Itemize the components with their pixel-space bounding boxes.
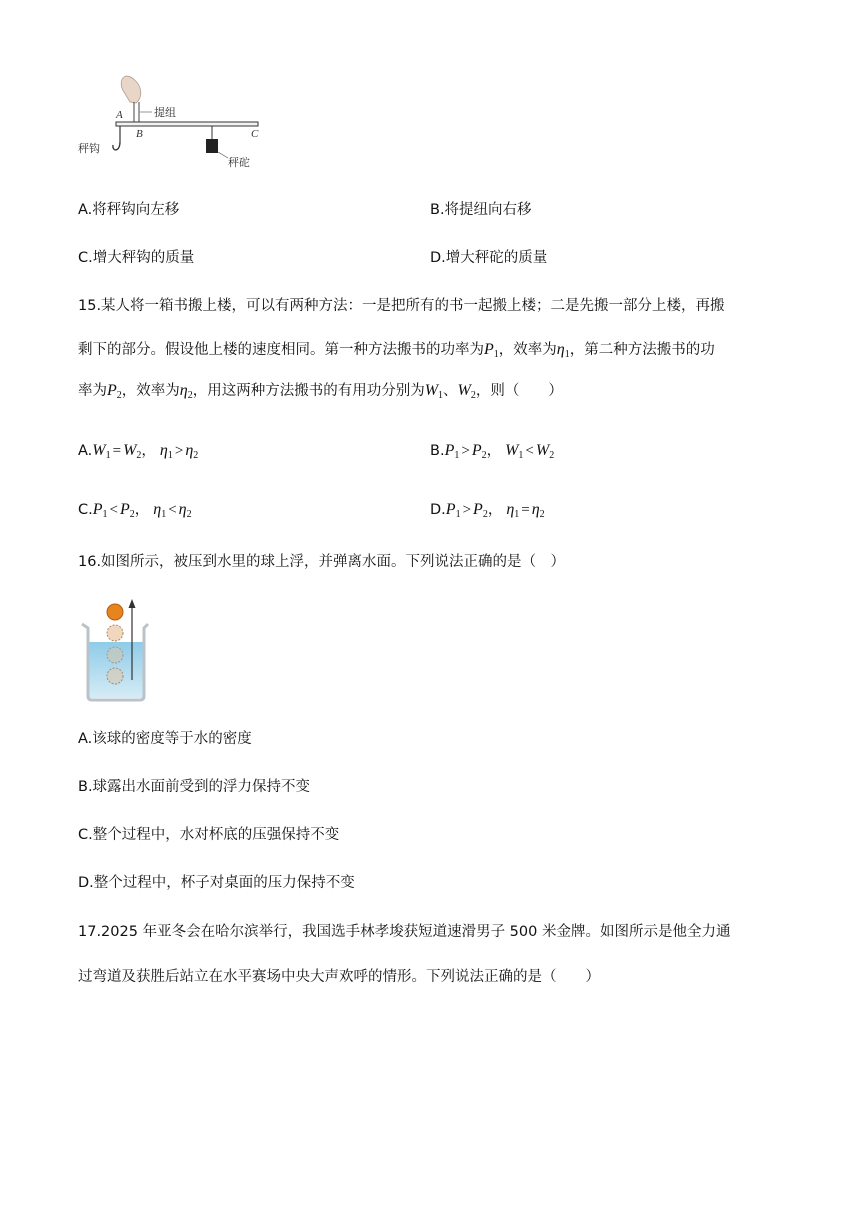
q15-stem-line2: 剩下的部分。假设他上楼的速度相同。第一种方法搬书的功率为$P_1$，效率为$\eta_1$，第二种方法搬书的功: [78, 341, 715, 360]
q17-stem-line1: 17.2025 年亚冬会在哈尔滨举行，我国选手林孝埈获短道速滑男子 500 米金牌。如图所示是他全力通: [78, 924, 731, 940]
steelyard-figure: [76, 72, 276, 172]
q16-option-d: D.整个过程中，杯子对桌面的压力保持不变: [78, 875, 355, 891]
q16-stem: 16.如图所示，被压到水里的球上浮，并弹离水面。下列说法正确的是（ ）: [78, 554, 566, 570]
q17-stem-line2: 过弯道及获胜后站立在水平赛场中央大声欢呼的情形。下列说法正确的是（ ）: [78, 969, 600, 985]
label-c: C: [251, 128, 259, 140]
q15-stem-line1: 15.某人将一箱书搬上楼，可以有两种方法：一是把所有的书一起搬上楼；二是先搬一部分上楼，再搬: [78, 298, 725, 314]
q15-option-b: $B.P_1 > P_2$， $W_1 < W_2$: [430, 442, 555, 461]
q16-option-c: C.整个过程中，水对杯底的压强保持不变: [78, 827, 340, 843]
label-b: B: [136, 128, 143, 140]
q16-option-b: B.球露出水面前受到的浮力保持不变: [78, 779, 311, 795]
q15-option-d: $D.P_1 > P_2$， $\eta_1 = \eta_2$: [430, 501, 545, 520]
ball-ghost-2: [107, 647, 123, 663]
hand-illustration: [121, 76, 141, 103]
label-chenggou: 秤钩: [78, 142, 100, 155]
label-a: A: [116, 109, 123, 121]
q14-option-b: B.将提纽向右移: [430, 202, 532, 218]
q14-option-d: D.增大秤砣的质量: [430, 250, 548, 266]
hook-icon: [113, 142, 120, 150]
label-tizu: 提组: [154, 106, 176, 119]
ball-solid: [107, 604, 123, 620]
q14-option-a: A.将秤钩向左移: [78, 202, 180, 218]
beaker-figure: [78, 596, 158, 706]
q14-option-c: C.增大秤钩的质量: [78, 250, 195, 266]
arrow-up-icon: [129, 599, 136, 608]
ball-ghost-1: [107, 625, 123, 641]
label-chengtuo: 秤砣: [228, 156, 250, 169]
q15-option-a: $A.W_1 = W_2$， $\eta_1 > \eta_2$: [78, 442, 199, 461]
steelyard-beam: [116, 122, 258, 126]
q15-option-c: $C.P_1 < P_2$， $\eta_1 < \eta_2$: [78, 501, 192, 520]
counterweight-icon: [206, 139, 218, 153]
q16-option-a: A.该球的密度等于水的密度: [78, 731, 252, 747]
ball-ghost-3: [107, 668, 123, 684]
q15-stem-line3: 率为$P_2$，效率为$\eta_2$，用这两种方法搬书的有用功分别为$W_1$、$W_2$，则（ ）: [78, 382, 563, 401]
